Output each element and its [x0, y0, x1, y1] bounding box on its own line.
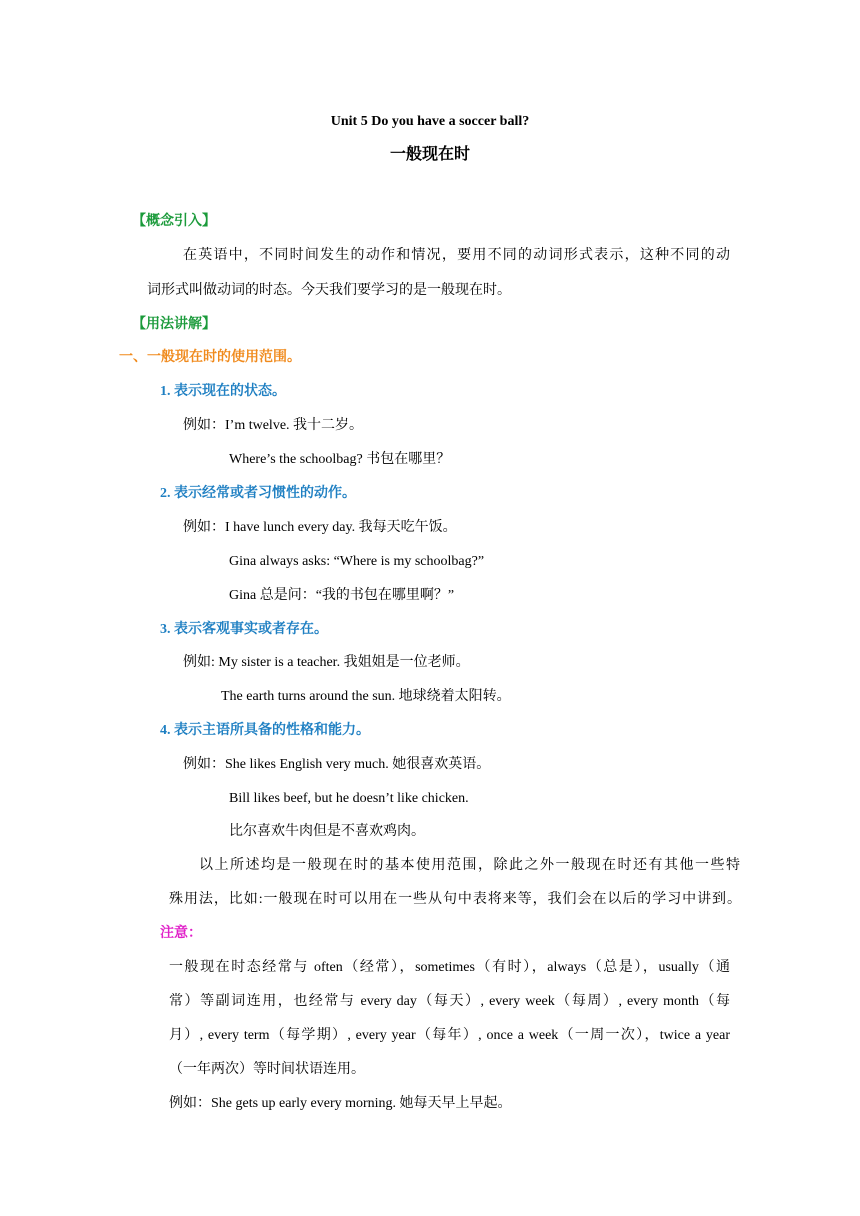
page-title: Unit 5 Do you have a soccer ball?	[330, 114, 530, 129]
usage-heading: 【用法讲解】	[132, 317, 216, 332]
summary-line-1: 以上所述均是一般现在时的基本使用范围，除此之外一般现在时还有其他一些特	[199, 858, 740, 873]
usage-item-4-example-3: 比尔喜欢牛肉但是不喜欢鸡肉。	[229, 824, 425, 839]
page-subtitle: 一般现在时	[389, 146, 470, 163]
summary-line-2: 殊用法，比如:一般现在时可以用在一些从句中表将来等，我们会在以后的学习中讲到。	[169, 892, 741, 907]
note-line-4: （一年两次）等时间状语连用。	[169, 1062, 365, 1077]
note-label: 注意：	[160, 926, 202, 941]
usage-item-3-example-2: The earth turns around the sun. 地球绕着太阳转。	[221, 689, 511, 704]
concept-paragraph-line2: 词形式叫做动词的时态。今天我们要学习的是一般现在时。	[147, 283, 511, 298]
usage-item-4-title: 4. 表示主语所具备的性格和能力。	[160, 723, 370, 738]
note-line-3: 月）, every term（每学期）, every year（每年）, once a week（一周一次），twice a year	[169, 1028, 730, 1043]
usage-item-1-example-2: Where’s the schoolbag? 书包在哪里？	[229, 452, 451, 467]
usage-item-2-title: 2. 表示经常或者习惯性的动作。	[160, 486, 356, 501]
usage-item-4-example-2: Bill likes beef, but he doesn’t like chicken.	[229, 791, 469, 806]
usage-item-1-example-1: 例如：I’m twelve. 我十二岁。	[183, 418, 364, 433]
note-example: 例如：She gets up early every morning. 她每天早上早起。	[169, 1096, 512, 1111]
usage-item-2-example-3: Gina 总是问：“我的书包在哪里啊？”	[229, 588, 455, 603]
section-heading-1: 一、一般现在时的使用范围。	[119, 350, 301, 365]
usage-item-2-example-2: Gina always asks: “Where is my schoolbag?”	[229, 554, 485, 569]
usage-item-4-example-1: 例如：She likes English very much. 她很喜欢英语。	[183, 757, 491, 772]
note-line-1: 一般现在时态经常与 often（经常），sometimes（有时），always（总是），usually（通	[169, 960, 730, 975]
usage-item-1-title: 1. 表示现在的状态。	[160, 384, 286, 399]
concept-heading: 【概念引入】	[132, 214, 216, 229]
usage-item-3-example-1: 例如: My sister is a teacher. 我姐姐是一位老师。	[183, 655, 470, 670]
note-line-2: 常）等副词连用，也经常与 every day（每天）, every week（每周）, every month（每	[169, 994, 730, 1009]
usage-item-2-example-1: 例如：I have lunch every day. 我每天吃午饭。	[183, 520, 457, 535]
usage-item-3-title: 3. 表示客观事实或者存在。	[160, 622, 328, 637]
concept-paragraph-line1: 在英语中，不同时间发生的动作和情况，要用不同的动词形式表示，这种不同的动	[183, 248, 730, 263]
